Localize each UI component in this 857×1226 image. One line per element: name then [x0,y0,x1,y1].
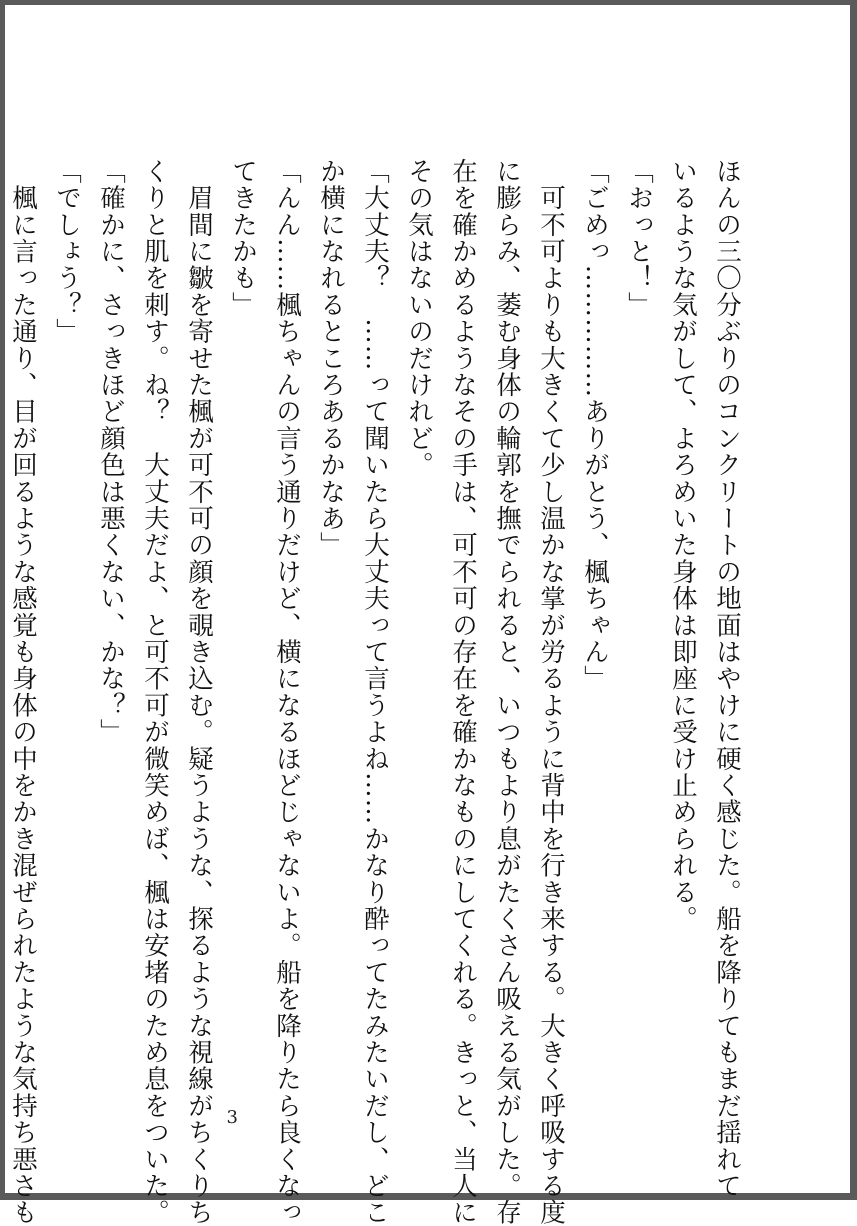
text-line: 「でしょう？」 [52,158,82,345]
text-line: 楓に言った通り、目が回るような感覚も身体の中をかき混ぜられたような気持ち悪さも [8,158,38,1226]
text-line: か横になれるところあるかなあ」 [316,158,346,559]
page-number: 3 [226,1107,238,1128]
text-line: てきたかも」 [228,158,258,319]
text-line: その気はないのだけれど。 [404,158,434,479]
text-line: 眉間に皺を寄せた楓が可不可の顔を覗き込む。疑うような、探るような視線がちくりち [184,158,214,1226]
text-line: 「大丈夫？ ……って聞いたら大丈夫って言うよね……かなり酔ってたみたいだし、どこ [360,158,390,1226]
text-line: 在を確かめるようなその手は、可不可の存在を確かなものにしてくれる。きっと、当人に [448,158,478,1226]
text-line: 「おっと！」 [624,158,654,319]
text-line: 「ごめっ……………ありがとう、楓ちゃん」 [580,158,610,692]
text-line: に膨らみ、萎む身体の輪郭を撫でられると、いつもより息がたくさん吸える気がした。存 [492,158,522,1226]
text-line: いるような気がして、よろめいた身体は即座に受け止められる。 [668,158,698,933]
text-line: 可不可よりも大きくて少し温かな掌が労るように背中を行き来する。大きく呼吸する度 [536,158,566,1226]
vertical-text-body [1,158,749,1226]
text-line: ほんの三〇分ぶりのコンクリートの地面はやけに硬く感じた。船を降りてもまだ揺れて [712,158,742,1200]
text-line: 「確かに、さっきほど顔色は悪くない、かな？」 [96,158,126,746]
text-line: 「んん……楓ちゃんの言う通りだけど、横になるほどじゃないよ。船を降りたら良くなっ [272,158,302,1226]
text-line: くりと肌を刺す。ね？ 大丈夫だよ、と可不可が微笑めば、楓は安堵のため息をついた。 [140,158,170,1226]
